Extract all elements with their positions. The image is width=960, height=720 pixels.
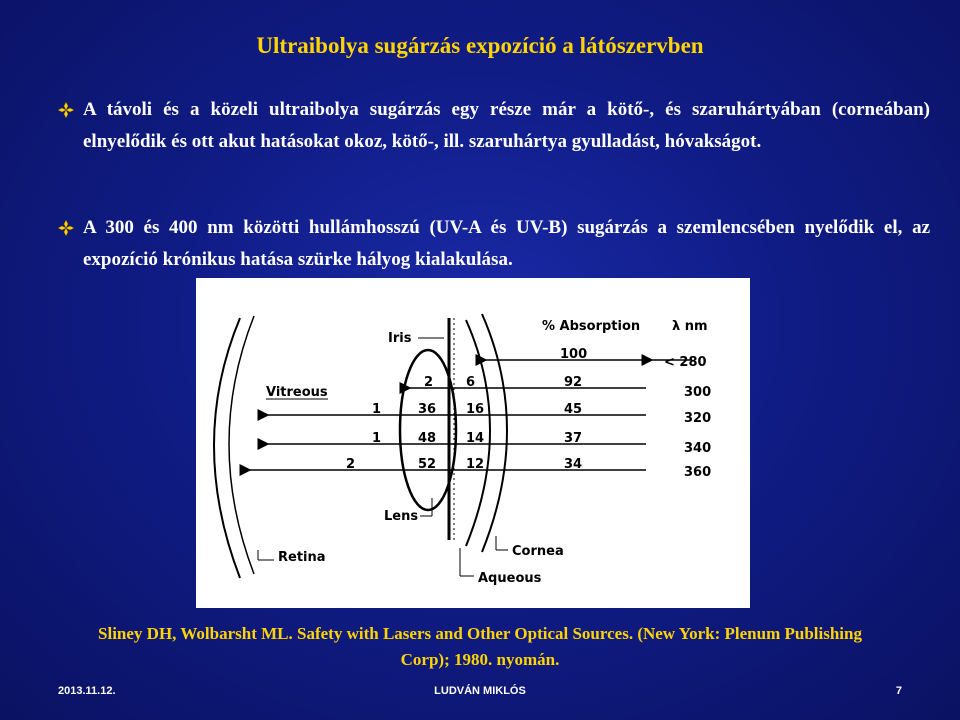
aqueous-value: 14	[466, 431, 485, 446]
footer-author: LUDVÁN MIKLÓS	[434, 685, 526, 697]
retina-inner-arc	[229, 316, 254, 574]
footer-page-number: 7	[895, 685, 902, 697]
vitreous-value: 1	[372, 431, 382, 446]
footer-date: 2013.11.12.	[58, 685, 116, 697]
citation	[40, 621, 920, 673]
bullet-2-text: A 300 és 400 nm közötti hullámhosszú (UV-A és UV-B) sugárzás a szemlencsében nyelődik el, az expozíció krónikus hatása szürke hályog kialakulása.	[83, 217, 930, 270]
wavelength-value: 340	[684, 441, 712, 456]
wavelength-value: 320	[684, 411, 712, 426]
cornea-label: Cornea	[512, 544, 564, 559]
retina-label: Retina	[278, 550, 326, 565]
diamond-bullet-icon	[58, 220, 74, 236]
retina-outer-arc	[214, 318, 240, 578]
cornea-value: 34	[564, 457, 583, 472]
cornea-value: 45	[564, 402, 583, 417]
lens-value: 2	[424, 375, 434, 390]
aqueous-value: 12	[466, 457, 485, 472]
absorption-header: % Absorption	[542, 319, 641, 334]
iris-label: Iris	[388, 331, 412, 346]
eye-diagram	[196, 278, 750, 608]
vitreous-value: 1	[372, 402, 382, 417]
wavelength-value: < 280	[664, 355, 707, 370]
wavelength-value: 360	[684, 465, 712, 480]
lens-label: Lens	[384, 509, 419, 524]
lens-value: 52	[418, 457, 437, 472]
cornea-value: 37	[564, 431, 583, 446]
bullet-1-text: A távoli és a közeli ultraibolya sugárzás egy része már a kötő-, és szaruhártyában (corneában) elnyelődik és ott akut hatásokat okoz, kötő-, ill. szaruhártya gyulladást, hóvakságot.	[83, 99, 930, 152]
slide-title: Ultraibolya sugárzás expozíció a látószervben	[256, 33, 704, 58]
lens-value: 48	[418, 431, 437, 446]
lambda-header: λ nm	[672, 319, 708, 334]
aqueous-value: 16	[466, 402, 485, 417]
diamond-bullet-icon	[58, 102, 74, 118]
lens-value: 36	[418, 402, 437, 417]
aqueous-value: 6	[466, 375, 476, 390]
citation-line-2: Corp); 1980. nyomán.	[400, 650, 560, 669]
vitreous-label: Vitreous	[266, 385, 328, 400]
wavelength-value: 300	[684, 385, 712, 400]
bullet-1	[58, 94, 930, 158]
cornea-value: 100	[560, 347, 588, 362]
citation-line-1: Sliney DH, Wolbarsht ML. Safety with Lasers and Other Optical Sources. (New York: Plenum Publishing	[98, 624, 862, 643]
retina-value: 2	[346, 457, 356, 472]
aqueous-label: Aqueous	[478, 571, 542, 586]
cornea-outer-arc	[482, 314, 507, 552]
bullet-2	[58, 212, 930, 276]
cornea-value: 92	[564, 375, 583, 390]
eye-absorption-figure	[196, 278, 750, 608]
